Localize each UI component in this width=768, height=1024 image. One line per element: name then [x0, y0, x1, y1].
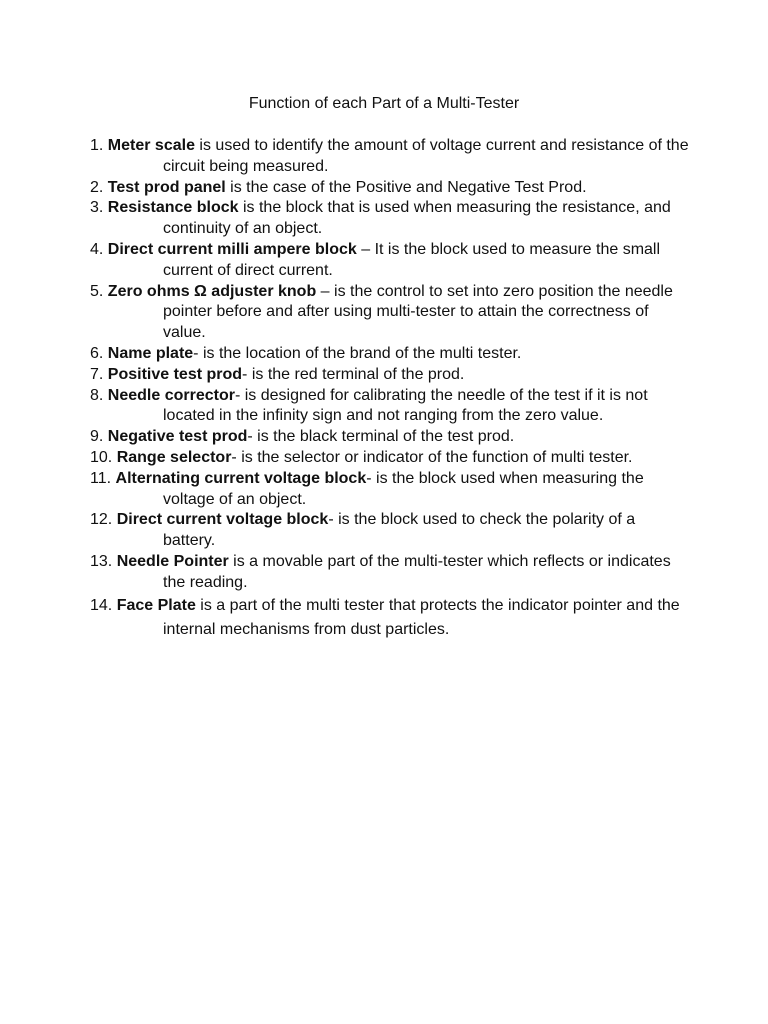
item-description: - is the red terminal of the prod. [242, 365, 465, 383]
item-number: 5. [90, 282, 104, 300]
item-number: 14. [90, 596, 113, 614]
item-term: Direct current milli ampere block [107, 240, 357, 258]
item-number: 12. [90, 511, 113, 529]
item-term: Needle Pointer [116, 552, 229, 570]
list-item [90, 198, 690, 240]
list-item [90, 448, 690, 469]
list-item [90, 136, 690, 178]
item-number: 6. [90, 344, 104, 362]
item-term: Negative test prod [107, 428, 248, 446]
list-item [90, 552, 690, 594]
item-description: – is the control to set into zero position the needle pointer before and after using multi-tester to attain the correctness of value. [163, 282, 673, 342]
item-description: - is the location of the brand of the multi tester. [193, 344, 522, 362]
list-item [90, 240, 690, 282]
list-item [90, 282, 690, 344]
item-number: 11. [90, 469, 112, 487]
item-term: Positive test prod [107, 365, 243, 383]
item-number: 3. [90, 199, 104, 217]
list-item [90, 365, 690, 386]
list-item [90, 344, 690, 365]
item-number: 10. [90, 448, 113, 466]
item-description: is the block that is used when measuring the resistance, and continuity of an object. [163, 199, 671, 238]
item-number: 2. [90, 178, 104, 196]
item-description: - is the block used to check the polarity of a battery. [163, 511, 636, 550]
list-item [90, 469, 690, 511]
item-number: 1. [90, 137, 104, 154]
item-description: - is designed for calibrating the needle of the test if it is not located in the infinity sign and not ranging from the zero value. [163, 386, 648, 425]
item-term: Face Plate [116, 596, 196, 614]
item-term: Needle corrector [107, 386, 235, 404]
item-term: Direct current voltage block [116, 511, 329, 529]
item-description: - is the selector or indicator of the function of multi tester. [231, 448, 633, 466]
item-description: is a part of the multi tester that protects the indicator pointer and the internal mechanisms from dust particles. [163, 596, 680, 638]
item-term: Meter scale [107, 137, 195, 154]
item-number: 7. [90, 365, 104, 383]
item-number: 9. [90, 428, 104, 446]
list-item [90, 386, 690, 428]
item-description: is used to identify the amount of voltage current and resistance of the circuit being measured. [163, 137, 689, 175]
parts-list [90, 136, 690, 642]
item-description: - is the black terminal of the test prod. [247, 428, 515, 446]
item-number: 8. [90, 386, 104, 404]
item-term: Range selector [116, 448, 232, 466]
item-description: – It is the block used to measure the small current of direct current. [163, 240, 661, 279]
item-term: Test prod panel [107, 178, 226, 196]
list-item [90, 178, 690, 199]
list-item [90, 427, 690, 448]
item-number: 13. [90, 552, 113, 570]
item-term: Alternating current voltage block [115, 469, 367, 487]
document-title: Function of each Part of a Multi-Tester [248, 95, 520, 112]
list-item [90, 510, 690, 552]
item-term: Zero ohms Ω adjuster knob [107, 282, 317, 300]
item-description: - is the block used when measuring the voltage of an object. [163, 469, 644, 508]
item-description: is the case of the Positive and Negative Test Prod. [225, 178, 587, 196]
item-description: is a movable part of the multi-tester which reflects or indicates the reading. [163, 552, 671, 591]
item-term: Resistance block [107, 199, 239, 217]
item-number: 4. [90, 240, 104, 258]
list-item [90, 594, 690, 642]
item-term: Name plate [107, 344, 194, 362]
